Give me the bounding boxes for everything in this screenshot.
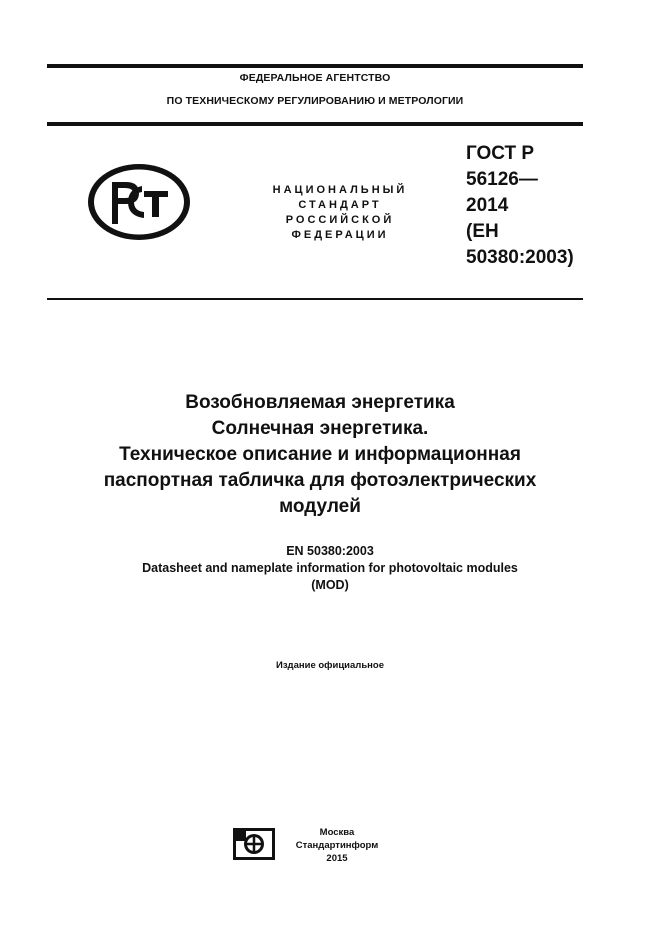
code-line: 50380:2003) xyxy=(466,247,574,268)
agency-line-2: ПО ТЕХНИЧЕСКОМУ РЕГУЛИРОВАНИЮ И МЕТРОЛОГИИ xyxy=(166,95,464,107)
publisher-name: Стандартинформ xyxy=(295,840,379,851)
en-code: EN 50380:2003 xyxy=(286,544,374,558)
publisher-city: Москва xyxy=(319,827,355,838)
national-line: СТАНДАРТ xyxy=(298,199,382,211)
en-title-line-1: Datasheet and nameplate information for photovoltaic modules xyxy=(142,561,518,575)
code-line: 2014 xyxy=(466,195,509,216)
code-line: 56126— xyxy=(466,169,538,190)
english-reference xyxy=(40,543,620,594)
publisher-block xyxy=(282,826,392,865)
title-line: Возобновляемая энергетика xyxy=(185,392,455,413)
national-standard-label xyxy=(240,183,440,243)
title-line: паспортная табличка для фотоэлектрических xyxy=(103,470,537,491)
section-rule xyxy=(47,298,583,300)
title-line: модулей xyxy=(279,496,361,517)
document-title xyxy=(60,390,580,520)
title-line: Солнечная энергетика. xyxy=(211,418,429,439)
standartinform-logo-icon xyxy=(233,828,275,865)
code-line: (ЕН xyxy=(466,221,499,242)
national-line: ФЕДЕРАЦИИ xyxy=(291,229,389,241)
national-line: РОССИЙСКОЙ xyxy=(285,214,395,226)
national-line: НАЦИОНАЛЬНЫЙ xyxy=(272,184,408,196)
standard-code xyxy=(466,141,574,271)
code-line: ГОСТ Р xyxy=(466,143,535,164)
agency-line-1: ФЕДЕРАЛЬНОЕ АГЕНТСТВО xyxy=(239,72,391,84)
top-rule xyxy=(47,64,583,68)
header-bottom-rule xyxy=(47,122,583,126)
rst-certification-mark-icon xyxy=(86,162,192,247)
title-line: Техническое описание и информационная xyxy=(119,444,521,465)
en-title-line-2: (MOD) xyxy=(311,578,349,592)
edition-label: Издание официальное xyxy=(276,660,384,671)
publisher-year: 2015 xyxy=(326,853,348,864)
